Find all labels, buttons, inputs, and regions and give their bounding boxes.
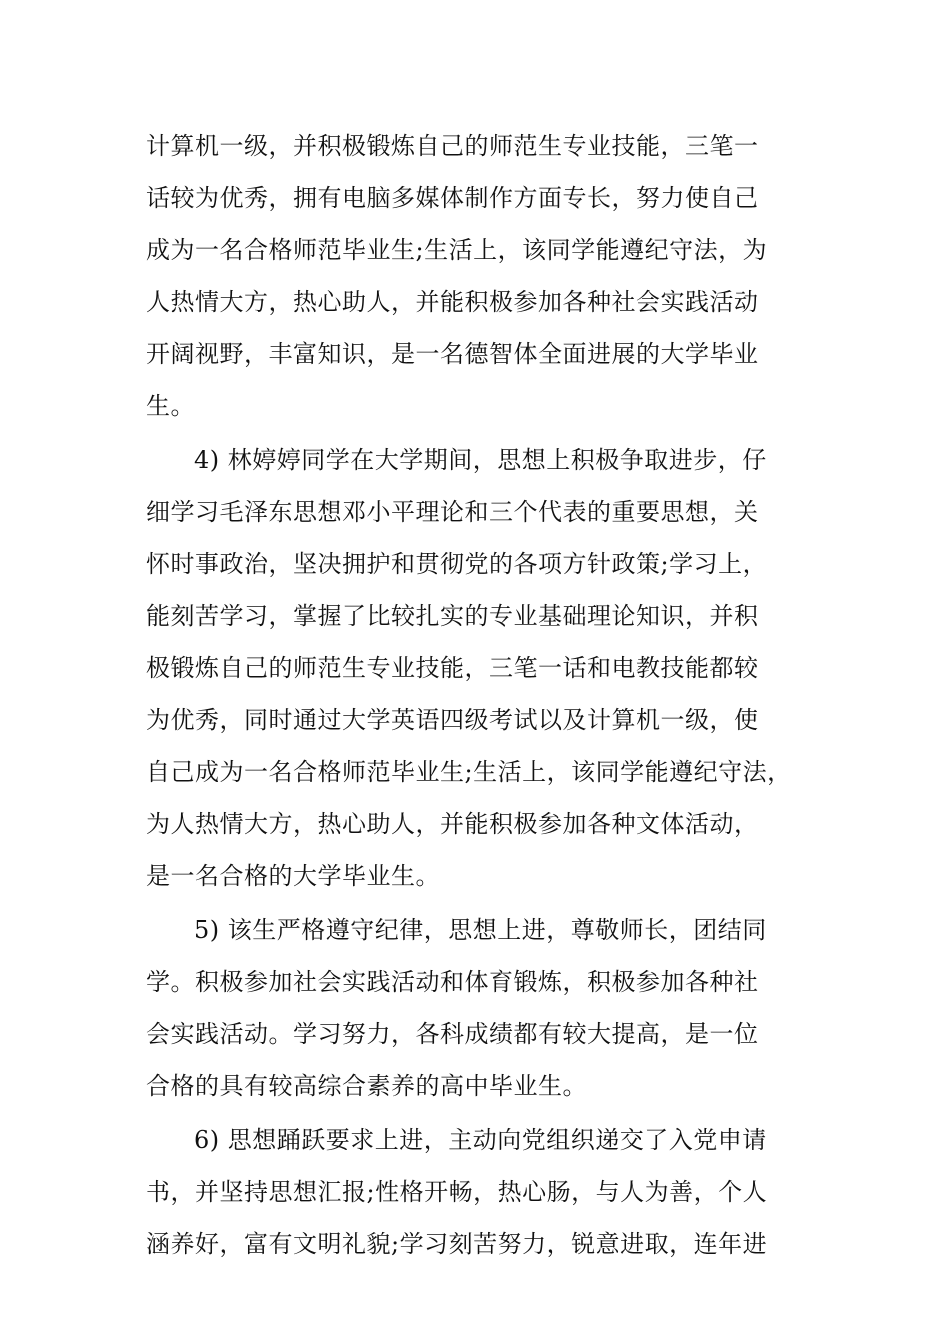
text-line: 计算机一级，并积极锻炼自己的师范生专业技能，三笔一 — [146, 132, 759, 160]
body-text — [146, 120, 816, 1270]
text-line: 人热情大方，热心助人，并能积极参加各种社会实践活动 — [146, 288, 759, 316]
text-line: 开阔视野，丰富知识，是一名德智体全面进展的大学毕业 — [146, 340, 759, 368]
text-line: 话较为优秀，拥有电脑多媒体制作方面专长，努力使自己 — [146, 184, 759, 212]
text-line: 能刻苦学习，掌握了比较扎实的专业基础理论知识，并积 — [146, 602, 759, 630]
paragraph-4-start: 4) 林婷婷同学在大学期间，思想上积极争取进步，仔 — [194, 446, 767, 474]
text-line: 为优秀，同时通过大学英语四级考试以及计算机一级，使 — [146, 706, 759, 734]
text-line: 为人热情大方，热心助人，并能积极参加各种文体活动， — [146, 810, 759, 838]
text-line: 成为一名合格师范毕业生;生活上，该同学能遵纪守法，为 — [146, 236, 768, 264]
text-line: 学。积极参加社会实践活动和体育锻炼，积极参加各种社 — [146, 968, 759, 996]
text-line: 合格的具有较高综合素养的高中毕业生。 — [146, 1072, 587, 1100]
text-line: 怀时事政治，坚决拥护和贯彻党的各项方针政策;学习上， — [146, 550, 768, 578]
text-line: 极锻炼自己的师范生专业技能，三笔一话和电教技能都较 — [146, 654, 759, 682]
text-line: 细学习毛泽东思想邓小平理论和三个代表的重要思想，关 — [146, 498, 759, 526]
text-line: 自己成为一名合格师范毕业生;生活上，该同学能遵纪守法， — [146, 758, 792, 786]
paragraph-5-start: 5) 该生严格遵守纪律，思想上进，尊敬师长，团结同 — [194, 916, 767, 944]
text-line: 书，并坚持思想汇报;性格开畅，热心肠，与人为善，个人 — [146, 1178, 768, 1206]
text-line: 是一名合格的大学毕业生。 — [146, 862, 440, 890]
text-line: 生。 — [146, 392, 195, 420]
paragraph-6-start: 6) 思想踊跃要求上进，主动向党组织递交了入党申请 — [194, 1126, 767, 1154]
text-line: 会实践活动。学习努力，各科成绩都有较大提高，是一位 — [146, 1020, 759, 1048]
text-line: 涵养好，富有文明礼貌;学习刻苦努力，锐意进取，连年进 — [146, 1230, 768, 1258]
